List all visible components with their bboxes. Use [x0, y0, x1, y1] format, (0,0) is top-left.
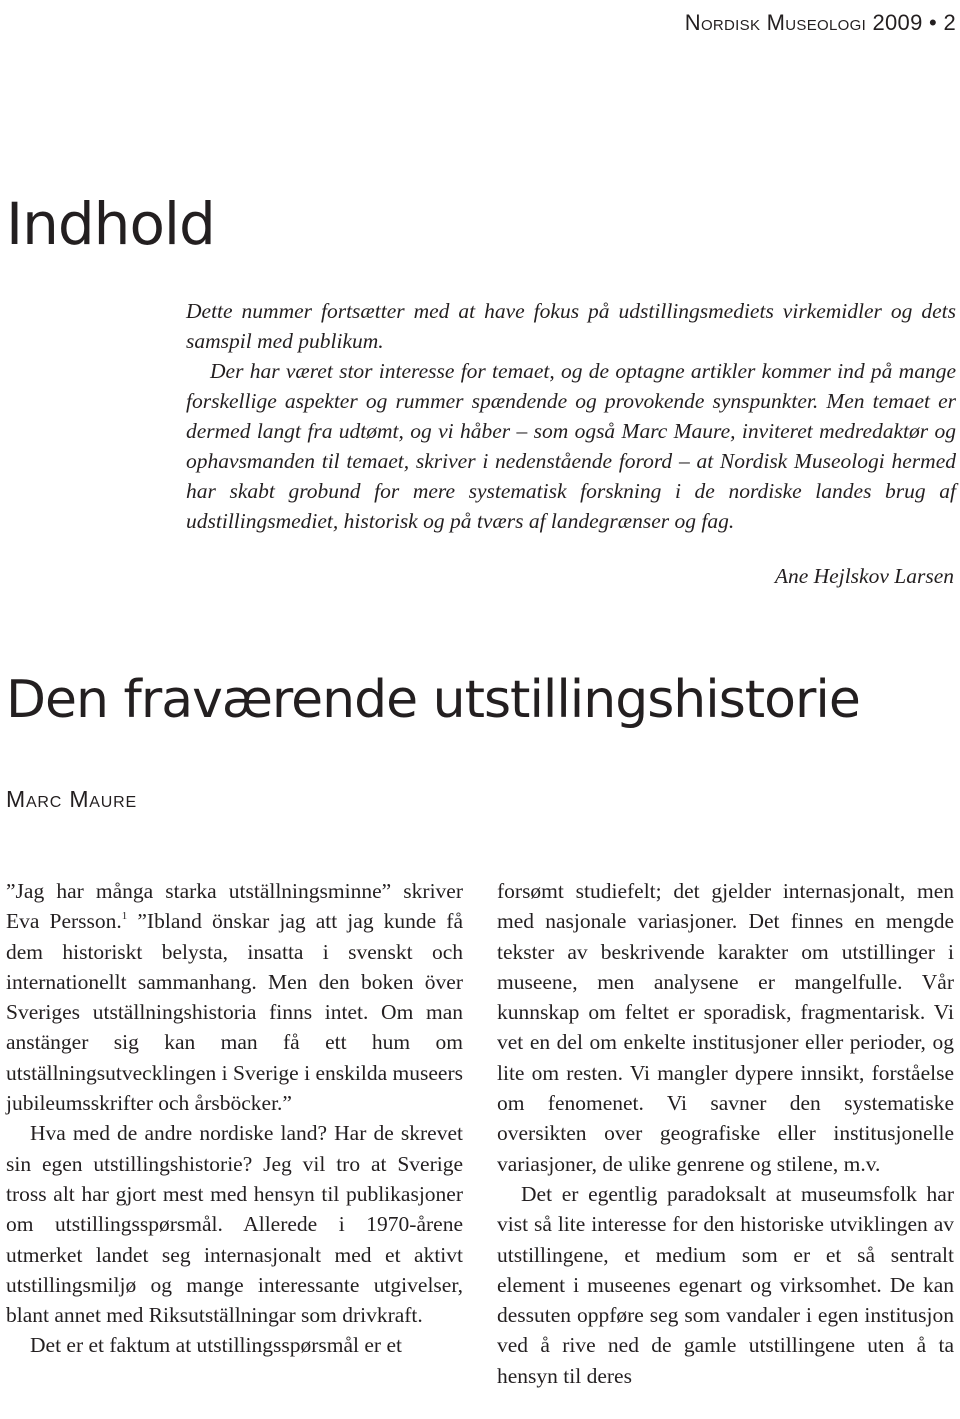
editorial-intro — [186, 296, 956, 536]
journal-name: Nordisk Museologi — [684, 10, 867, 35]
editor-signature: Ane Hejlskov Larsen — [774, 564, 954, 588]
body-paragraph: Hva med de andre nordiske land? Har de skrevet sin egen utstillingshistorie? Jeg vil tro at Sverige tross alt har gjort mest med hensyn til publikasjoner om utstillingsspørsmål. Allerede i 1970-årene utmerket landet seg internasjonalt med et aktivt utstillingsmiljø og mange interessante utgivelser, blant annet med Riksutställningar som drivkraft. — [6, 1121, 463, 1328]
section-title: Indhold — [6, 190, 215, 258]
article-title: Den fraværende utstillingshistorie — [6, 670, 860, 730]
footnote-marker: 1 — [121, 910, 128, 923]
body-column-right — [497, 876, 954, 1391]
quote-text-continued: ”Ibland önskar jag att jag kunde få dem historiskt belysta, insatta i svenskt och internationellt sammanhang. Men den boken över Sveriges utställningshistoria finns intet. Om man anstänger sig kan man få ett hum om utställningsutvecklingen i Sverige i enskilda museers jubileumsskrifter och årsböcker.” — [6, 909, 463, 1116]
quote-text: ”Jag har många starka utställningsminne” skriver Eva Persson. — [6, 879, 463, 934]
running-head — [685, 10, 956, 36]
intro-paragraph: Dette nummer fortsætter med at have fokus på udstillingsmediets virkemidler og dets samspil med publikum. — [186, 299, 956, 353]
article-author: Marc Maure — [6, 786, 137, 812]
issue-number: 2009 • 2 — [872, 10, 956, 35]
body-paragraph: forsømt studiefelt; det gjelder internasjonalt, men med nasjonale variasjoner. Det finnes en mengde tekster av beskrivende karakter om utstillinger i museene, men analysene er mangelfulle. Vår kunnskap om feltet er sporadisk, fragmentarisk. Vi vet en del om enkelte institusjoner eller perioder, og lite om resten. Vi mangler dypere innsikt, forståelse om fenomenet. Vi savner den systematiske oversikten over geografiske eller institusjonelle variasjoner, de ulike genrene og stilene, m.v. — [497, 879, 954, 1176]
body-paragraph — [6, 876, 463, 1118]
body-column-left — [6, 876, 463, 1361]
body-paragraph: Det er et faktum at utstillingsspørsmål er et — [30, 1333, 402, 1358]
body-paragraph: Det er egentlig paradoksalt at museumsfolk har vist så lite interesse for den historiske utviklingen av utstillingene, et medium som er et så sentralt element i museenes egenart og virksomhet. De kan dessuten oppføre seg som vandaler i egen institusjon ved å rive ned de gamle utstillingene uten å ta hensyn til deres — [497, 1181, 954, 1388]
intro-paragraph: Der har været stor interesse for temaet, og de optagne artikler kommer ind på mange forskellige aspekter og rummer spændende og provokende synspunkter. Men temaet er dermed langt fra udtømt, og vi håber – som også Marc Maure, inviteret medredaktør og ophavsmanden til temaet, skriver i nedenstående forord – at Nordisk Museologi hermed har skabt grobund for mere systematisk forskning i de nordiske landes brug af udstillingsmediet, historisk og på tværs af landegrænser og fag. — [186, 359, 956, 533]
